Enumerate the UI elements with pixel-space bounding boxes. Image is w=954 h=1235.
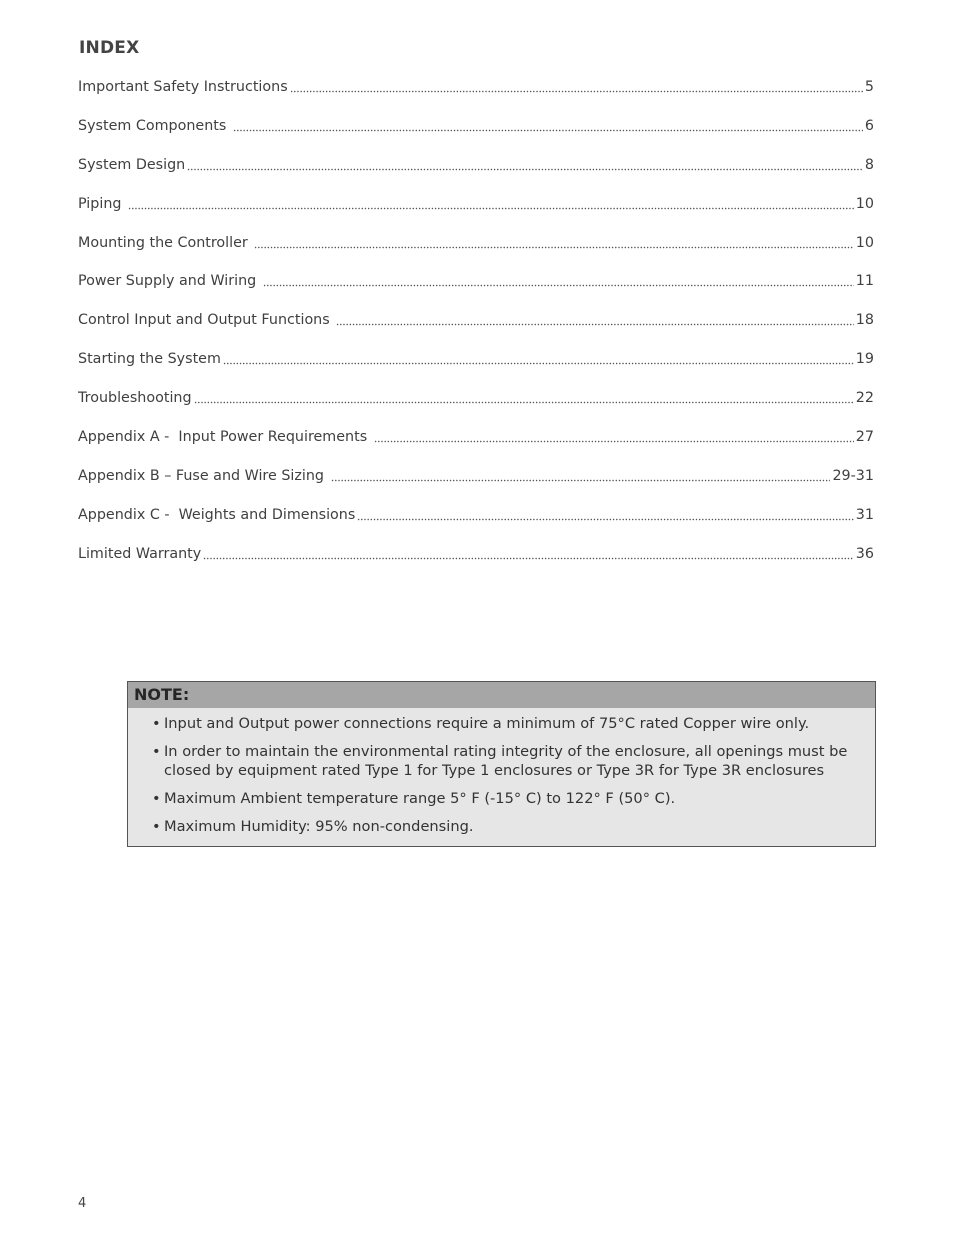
toc-entry-page: 8 xyxy=(864,156,874,173)
dot-leader xyxy=(223,352,854,365)
toc-entry-page: 27 xyxy=(855,429,874,446)
dot-leader xyxy=(187,158,863,171)
toc-entry-title: Troubleshooting xyxy=(78,390,192,407)
toc-entry[interactable] xyxy=(78,115,874,154)
toc-entry-title: Control Input and Output Functions xyxy=(78,312,335,329)
dot-leader xyxy=(290,80,863,93)
toc-entry-page: 31 xyxy=(855,506,874,523)
dot-leader xyxy=(194,391,854,404)
dot-leader xyxy=(203,547,854,560)
toc-entry[interactable] xyxy=(78,309,874,348)
index-title: INDEX xyxy=(79,38,140,58)
bullet-icon: • xyxy=(152,790,161,807)
toc-entry-page: 10 xyxy=(855,234,874,251)
toc-entry-title: Important Safety Instructions xyxy=(78,79,288,95)
toc-entry-page: 36 xyxy=(855,545,874,562)
toc-entry[interactable] xyxy=(78,504,874,543)
dot-leader xyxy=(128,197,854,210)
toc-entry-title: Piping xyxy=(78,195,127,212)
toc-entry-title: Power Supply and Wiring xyxy=(78,273,261,290)
note-item xyxy=(152,789,854,808)
toc-entry[interactable] xyxy=(78,193,874,232)
dot-leader xyxy=(336,313,854,326)
toc-entry[interactable] xyxy=(78,348,874,387)
note-item-text: Maximum Ambient temperature range 5° F (-15° C) to 122° F (50° C). xyxy=(164,790,676,807)
toc-entry-page: 22 xyxy=(855,390,874,407)
toc-entry[interactable] xyxy=(78,232,874,271)
toc-entry[interactable] xyxy=(78,76,874,115)
bullet-icon: • xyxy=(152,715,161,732)
toc-entry[interactable] xyxy=(78,543,874,582)
dot-leader xyxy=(374,430,854,443)
toc-entry-title: Appendix A - Input Power Requirements xyxy=(78,429,372,446)
toc-entry[interactable] xyxy=(78,387,874,426)
toc-entry-title: Starting the System xyxy=(78,351,221,368)
bullet-icon: • xyxy=(152,818,161,835)
note-item xyxy=(152,742,854,780)
note-list xyxy=(128,708,875,836)
toc-entry[interactable] xyxy=(78,465,874,504)
note-box xyxy=(127,681,876,847)
toc-entry-page: 18 xyxy=(855,312,874,329)
toc-entry-title: Appendix C - Weights and Dimensions xyxy=(78,506,356,523)
dot-leader xyxy=(254,236,853,249)
toc-entry-title: Limited Warranty xyxy=(78,545,202,562)
toc-entry[interactable] xyxy=(78,426,874,465)
toc-entry-page: 29-31 xyxy=(832,467,874,484)
dot-leader xyxy=(263,274,854,287)
toc-entry-page: 6 xyxy=(864,117,874,134)
note-item xyxy=(152,817,854,836)
toc-entry-page: 5 xyxy=(864,79,874,95)
table-of-contents xyxy=(78,76,874,582)
toc-entry[interactable] xyxy=(78,270,874,309)
page-number: 4 xyxy=(78,1196,87,1211)
note-item xyxy=(152,714,854,733)
note-item-text: Input and Output power connections require a minimum of 75°C rated Copper wire only. xyxy=(164,715,810,732)
dot-leader xyxy=(331,469,831,482)
toc-entry-page: 11 xyxy=(855,273,874,290)
note-item-text: Maximum Humidity: 95% non-condensing. xyxy=(164,818,474,835)
toc-entry-title: Mounting the Controller xyxy=(78,234,253,251)
toc-entry-title: System Design xyxy=(78,156,186,173)
toc-entry-page: 10 xyxy=(855,195,874,212)
toc-entry-page: 19 xyxy=(855,351,874,368)
toc-entry-title: Appendix B – Fuse and Wire Sizing xyxy=(78,467,329,484)
note-heading: NOTE: xyxy=(128,682,875,708)
dot-leader xyxy=(357,508,853,521)
toc-entry[interactable] xyxy=(78,154,874,193)
bullet-icon: • xyxy=(152,743,161,760)
dot-leader xyxy=(233,119,863,132)
note-item-text: In order to maintain the environmental rating integrity of the enclosure, all openings must be closed by equipment rated Type 1 for Type 1 enclosures or Type 3R for Type 3R enclosures xyxy=(164,743,848,779)
toc-entry-title: System Components xyxy=(78,117,231,134)
